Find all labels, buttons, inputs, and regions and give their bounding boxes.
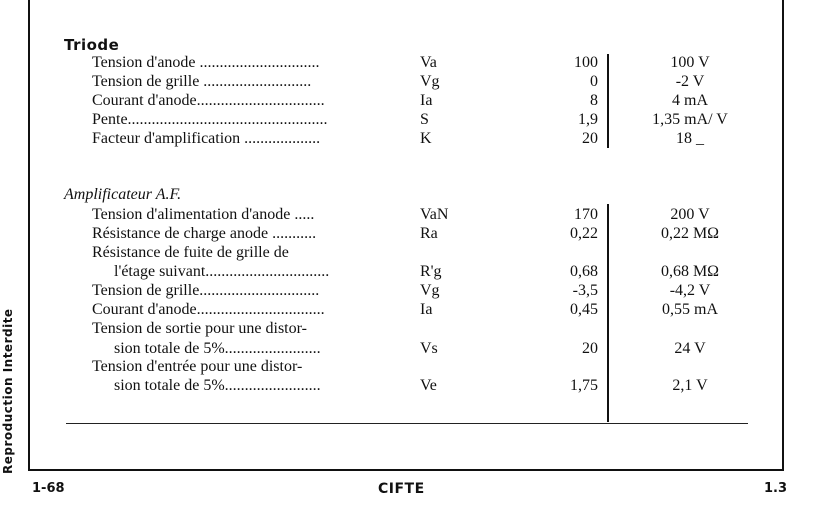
table-row (0, 263, 821, 282)
row-value-2: 200 V (670, 206, 710, 223)
row-symbol: Ia (420, 92, 433, 109)
row-value-2: 0,68 MΩ (660, 263, 720, 280)
row-symbol: VaN (420, 206, 449, 223)
table-row (0, 377, 821, 396)
row-value-1: 170 (574, 206, 598, 223)
row-value-2: 18 _ (676, 130, 704, 147)
row-value-1: -3,5 (572, 282, 598, 299)
row-value-2: -2 V (675, 73, 705, 90)
row-value-1: 100 (574, 54, 598, 71)
row-value-1: 0,68 (570, 263, 598, 280)
row-value-2: 1,35 mA/ V (652, 111, 728, 128)
row-value-1: 0,22 (570, 225, 598, 242)
page-reference: 1-68 (32, 481, 65, 496)
row-label: Tension de sortie pour une distor- (92, 320, 307, 337)
row-label: Tension d'alimentation d'anode ..... (92, 206, 315, 223)
table-row (0, 130, 821, 149)
row-symbol: Ia (420, 301, 433, 318)
row-value-2: 100 V (670, 54, 710, 71)
column-divider (607, 54, 609, 148)
row-label: Résistance de charge anode ........... (92, 225, 317, 242)
row-label: Résistance de fuite de grille de (92, 244, 289, 261)
row-value-1: 1,9 (578, 111, 598, 128)
row-symbol: K (420, 130, 432, 147)
table-row (0, 301, 821, 320)
row-value-2: 2,1 V (672, 377, 708, 394)
horizontal-rule (66, 423, 748, 424)
table-row (0, 206, 821, 225)
section-title-amplifier: Amplificateur A.F. (64, 186, 182, 203)
row-value-2: 0,22 MΩ (660, 225, 720, 242)
row-value-1: 1,75 (570, 377, 598, 394)
table-row (0, 244, 821, 263)
row-value-1: 0,45 (570, 301, 598, 318)
row-label: Courant d'anode................................ (92, 301, 325, 318)
row-label: Tension d'anode .............................. (92, 54, 320, 71)
table-row (0, 225, 821, 244)
table-row (0, 111, 821, 130)
row-symbol: Va (420, 54, 437, 71)
table-row (0, 73, 821, 92)
row-symbol: Vs (420, 340, 438, 357)
row-value-2: 24 V (674, 340, 706, 357)
row-value-2: -4,2 V (669, 282, 711, 299)
row-value-2: 0,55 mA (662, 301, 718, 318)
side-caption: Reproduction Interdite (1, 308, 15, 474)
row-symbol: Ve (420, 377, 437, 394)
row-symbol: R'g (420, 263, 442, 280)
row-label: Pente.................................................. (92, 111, 328, 128)
row-label: Tension d'entrée pour une distor- (92, 358, 303, 375)
page-number: 1.3 (764, 481, 788, 496)
row-value-1: 0 (590, 73, 598, 90)
table-row (0, 340, 821, 359)
row-label: Courant d'anode................................ (92, 92, 325, 109)
row-symbol: Ra (420, 225, 438, 242)
row-symbol: Vg (420, 282, 440, 299)
row-symbol: Vg (420, 73, 440, 90)
row-label: l'étage suivant............................... (114, 263, 330, 280)
row-label: Facteur d'amplification ................... (92, 130, 321, 147)
column-divider (607, 204, 609, 422)
row-label: Tension de grille ........................... (92, 73, 312, 90)
row-label: sion totale de 5%........................ (114, 340, 321, 357)
row-label: Tension de grille.............................. (92, 282, 320, 299)
table-row (0, 320, 821, 339)
row-value-2: 4 mA (672, 92, 708, 109)
row-value-1: 8 (590, 92, 598, 109)
table-row (0, 358, 821, 377)
table-row (0, 282, 821, 301)
tube-name: CIFTE (378, 481, 425, 497)
table-row (0, 92, 821, 111)
row-value-1: 20 (582, 130, 598, 147)
row-value-1: 20 (582, 340, 598, 357)
frame-bottom-border (28, 469, 784, 471)
table-row (0, 54, 821, 73)
section-title-triode: Triode (64, 36, 120, 54)
row-symbol: S (420, 111, 429, 128)
row-label: sion totale de 5%........................ (114, 377, 321, 394)
